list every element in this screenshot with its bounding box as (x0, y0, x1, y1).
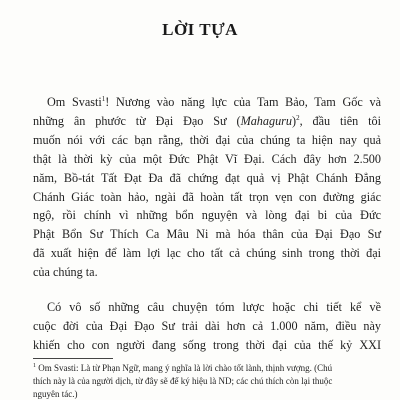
paragraph-line: cuộc đời của Đại Đạo Sư trải dài hơn cả 1.000 năm, điều này (33, 318, 381, 333)
footnote-marker: 1 (33, 363, 36, 369)
footnote-divider (33, 358, 113, 359)
paragraph-line: đã xuất hiện để làm lợi lạc cho tất cả chúng sinh trong thời đại (33, 246, 381, 261)
paragraph-line: khiến cho con người đang sống trong thời đại của thế kỷ XXI (33, 337, 381, 352)
text-run: Om Svasti: Là từ Phạn Ngữ, mang ý nghĩa là lời chào tốt lành, thịnh vượng. (Chú (36, 363, 333, 373)
paragraph-line: thật là thời kỳ của một Đức Phật Vĩ Đại. Cách đây hơn 2.500 (33, 151, 381, 166)
footnote-line: thích này là của người dịch, từ đây sẽ để ký hiệu là ND; các chú thích còn lại thuộc (33, 375, 333, 386)
paragraph-line: của chúng ta. (33, 265, 98, 280)
text-run: ) (292, 113, 297, 128)
footnote-line: nguyên tác.) (33, 388, 78, 399)
paragraph-line (33, 112, 381, 131)
paragraph-line (33, 93, 381, 112)
footnote-line (33, 362, 381, 375)
italic-term: Mahaguru (240, 113, 293, 128)
paragraph-line: muốn nói với các bạn rằng, thời đại của chúng ta hiện nay quả (33, 132, 381, 147)
footnote (33, 362, 381, 400)
paragraph-line: Phật Bổn Sư Thích Ca Mâu Ni mà hóa thân của Đại Đạo Sư (33, 227, 381, 242)
paragraph-line: Chánh Giác toàn hảo, ngài đã hoàn tất trọn vẹn con đường giác (33, 189, 381, 204)
text-run: Om Svasti (47, 95, 102, 109)
preface-paragraph-1 (33, 93, 381, 282)
paragraph-line: ngộ, rồi chính vì những bổn nguyện và lòng đại bi của Đức (33, 208, 381, 223)
text-run: những ân phước từ Đại Đạo Sư ( (33, 113, 241, 128)
page-title: LỜI TỰA (162, 20, 238, 39)
text-run: ! Nương vào năng lực của Tam Bảo, Tam Gốc và (105, 95, 381, 109)
text-run: , đầu tiên tôi (299, 113, 381, 128)
footnote-ref-1: 1 (101, 94, 106, 103)
preface-paragraph-2 (33, 298, 381, 355)
paragraph-line: Có vô số những câu chuyện tóm lược hoặc chi tiết kể về (47, 300, 381, 314)
paragraph-line: năm, Bồ-tát Tất Đạt Đa đã chứng đạt quả vị Phật Chánh Đẳng (33, 170, 381, 185)
footnote-ref-2: 2 (296, 113, 300, 122)
